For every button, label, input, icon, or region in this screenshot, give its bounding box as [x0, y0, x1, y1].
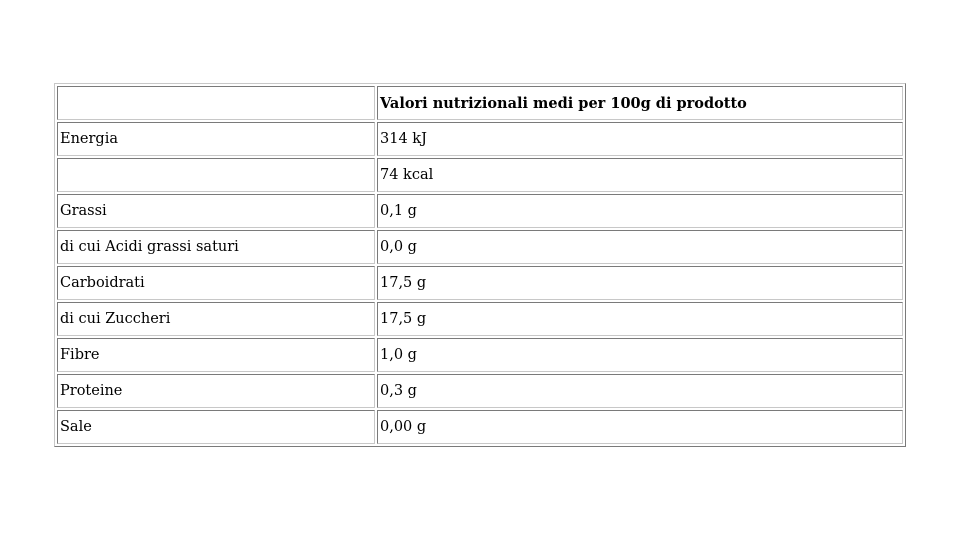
- row-value: 74 kcal: [377, 158, 903, 192]
- table-row: [57, 410, 903, 444]
- table-row: [57, 374, 903, 408]
- row-value: 0,0 g: [377, 230, 903, 264]
- header-label-cell: [57, 86, 375, 120]
- row-value: 17,5 g: [377, 302, 903, 336]
- header-value-cell: Valori nutrizionali medi per 100g di prodotto: [377, 86, 903, 120]
- table-row: [57, 194, 903, 228]
- row-value: 0,00 g: [377, 410, 903, 444]
- row-label: di cui Acidi grassi saturi: [57, 230, 375, 264]
- row-label: Sale: [57, 410, 375, 444]
- nutrition-table-body: [57, 86, 903, 444]
- row-value: 17,5 g: [377, 266, 903, 300]
- row-label: Fibre: [57, 338, 375, 372]
- table-row: [57, 302, 903, 336]
- row-label: Energia: [57, 122, 375, 156]
- row-value: 314 kJ: [377, 122, 903, 156]
- row-label: di cui Zuccheri: [57, 302, 375, 336]
- table-row: [57, 158, 903, 192]
- table-row: [57, 338, 903, 372]
- row-label: Carboidrati: [57, 266, 375, 300]
- table-row: [57, 230, 903, 264]
- table-row: [57, 266, 903, 300]
- row-label: Proteine: [57, 374, 375, 408]
- row-label: [57, 158, 375, 192]
- table-row: [57, 122, 903, 156]
- table-header-row: [57, 86, 903, 120]
- row-value: 0,3 g: [377, 374, 903, 408]
- nutrition-table: [54, 83, 906, 447]
- row-value: 1,0 g: [377, 338, 903, 372]
- row-value: 0,1 g: [377, 194, 903, 228]
- row-label: Grassi: [57, 194, 375, 228]
